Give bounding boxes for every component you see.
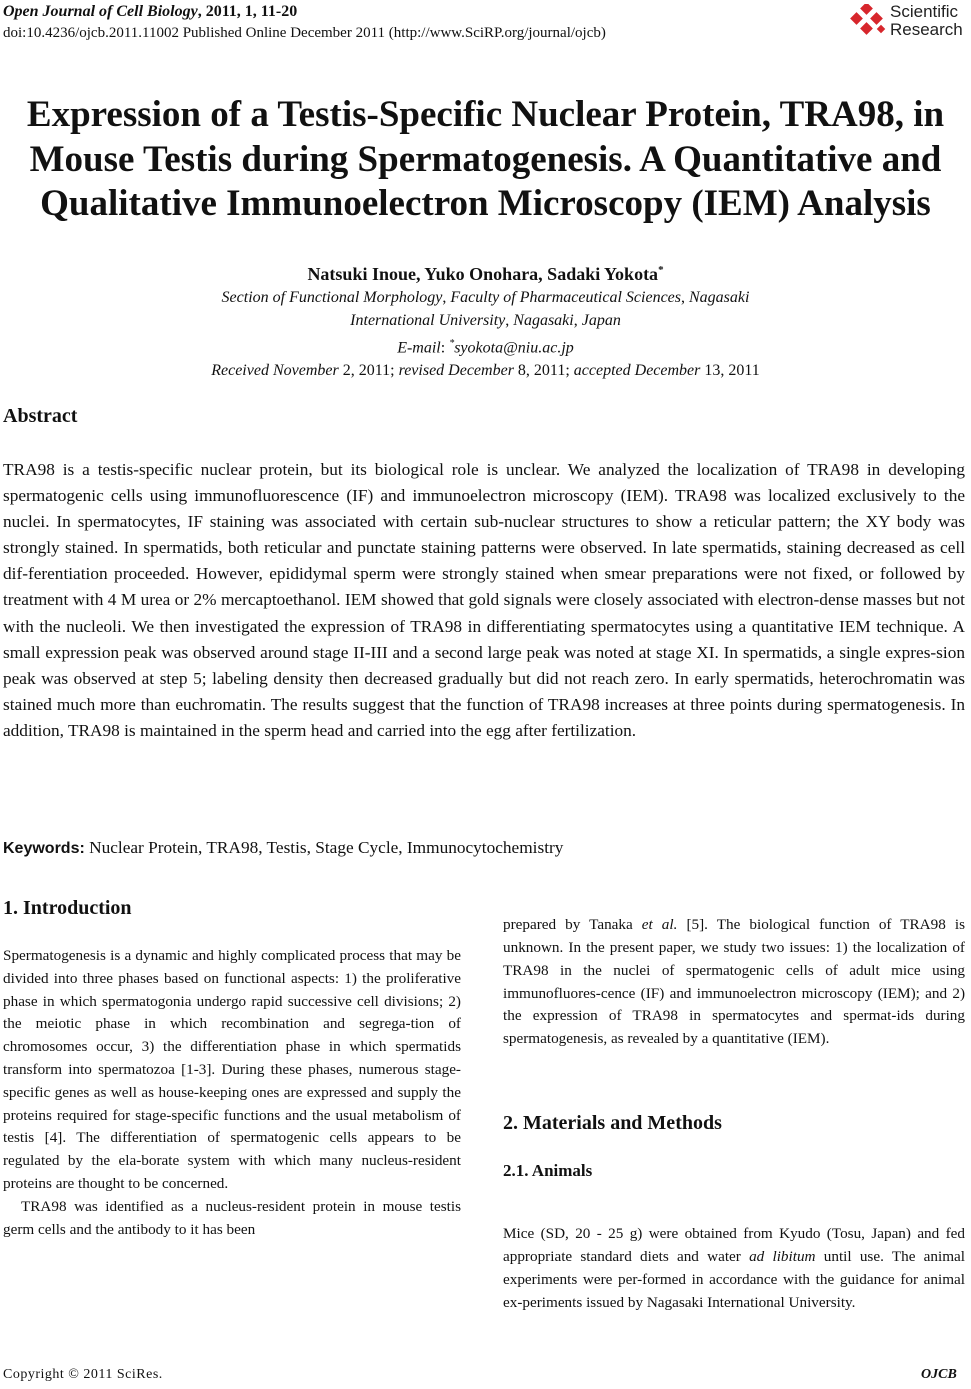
subsection-heading-animals: 2.1. Animals (503, 1161, 593, 1180)
journal-volume: , 2011, 1, 11-20 (197, 3, 298, 20)
keywords-line (3, 836, 563, 861)
keywords-value: Nuclear Protein, TRA98, Testis, Stage Cycle, Immunocytochemistry (89, 838, 564, 857)
keywords-label: Keywords: (3, 840, 85, 857)
journal-title: Open Journal of Cell Biology (3, 3, 198, 20)
right-column-intro-continued (503, 899, 965, 1066)
doi-line: doi:10.4236/ojcb.2011.11002 Published Online December 2011 (http://www.SciRP.org/journal/ojcb) (3, 25, 606, 41)
author-list: Natsuki Inoue, Yuko Onohara, Sadaki Yokota* (307, 264, 664, 284)
article-title (0, 93, 971, 227)
left-column-text (3, 945, 461, 1241)
journal-citation (3, 2, 297, 22)
corresponding-mark: * (658, 264, 664, 276)
title-line-2: Mouse Testis during Spermatogenesis. A Quantitative and (29, 138, 942, 180)
dates-line: Received November 2, 2011; revised December 8, 2011; accepted December 13, 2011 (211, 362, 760, 380)
logo-word-research: Research (890, 20, 963, 39)
logo-word-scientific: Scientific (890, 2, 959, 21)
affiliation-line-1: Section of Functional Morphology, Faculty of Pharmaceutical Sciences, Nagasaki (221, 289, 750, 306)
intro-paragraph-2: TRA98 was identified as a nucleus-resident protein in mouse testis germ cells and the antibody to it has been (3, 1197, 461, 1238)
footer-copyright: Copyright © 2011 SciRes. (3, 1367, 163, 1382)
affiliation-block (0, 286, 971, 382)
email-address[interactable]: syokota@niu.ac.jp (454, 339, 574, 357)
publisher-logo (848, 0, 970, 44)
abstract-text: TRA98 is a testis-specific nuclear protein, but its biological role is unclear. We analyzed the localization of TRA98 in developing spermatogenic cells using immunofluorescence (IF) and immunoelectron microscopy (IEM). TRA98 was localized exclusively to the nuclei. In spermatocytes, IF staining was associated with certain sub-nuclear structures to show a reticular pattern; the XY body was strongly stained. In spermatids, both reticular and punctate staining patterns were observed. In late spermatids, staining decreased as cell dif-ferentiation proceeded. However, epididymal sperm were strongly stained when smear preparations were not fixed, or followed by treatment with 4 M urea or 2% mercaptoethanol. IEM showed that gold signals were closely associated with electron-dense masses but not with the nucleoli. We then investigated the expression of TRA98 in differentiating spermatocytes using a quantitative IEM technique. A small expression peak was observed around stage II-III and a second large peak was noted at stage XI. In spermatids, a single expres-sion peak was observed at step 5; labeling density then decreased gradually but did not reach zero. In early spermatids, heterochromatin was stained much more than euchromatin. The results suggest that the function of TRA98 increases at three points during spermatogenesis. In addition, TRA98 is maintained in the sperm head and carried into the egg after fertilization. (3, 460, 965, 740)
abstract-heading: Abstract (3, 405, 78, 427)
intro-paragraph-3: prepared by Tanaka et al. [5]. The biological function of TRA98 is unknown. In the present paper, we study two issues: 1) the localization of TRA98 in the nuclei of spermatogenic cells of adult mice using immunofluores-cence (IF) and immunoelectron microscopy (IEM); and 2) the expression of TRA98 in spermatocytes and spermat-ids during spermatogenesis, as revealed by a quantitative (IEM). (503, 916, 965, 1048)
footer-journal-abbrev: OJCB (921, 1367, 957, 1382)
affiliation-line-2: International University, Nagasaki, Japan (350, 312, 621, 329)
section-heading-materials-methods: 2. Materials and Methods (503, 1112, 722, 1134)
email-line: E-mail: *syokota@niu.ac.jp (397, 338, 574, 357)
title-line-3: Qualitative Immunoelectron Microscopy (IEM) Analysis (40, 183, 931, 224)
methods-paragraph: Mice (SD, 20 - 25 g) were obtained from Kyudo (Tosu, Japan) and fed appropriate standard diets and water ad libitum until use. The animal experiments were per-formed in accordance with the guidance for animal ex-periments issued by Nagasaki International University. (503, 1225, 965, 1311)
scientific-research-logo-icon (848, 4, 886, 38)
section-heading-introduction: 1. Introduction (3, 897, 132, 919)
intro-paragraph-1: Spermatogenesis is a dynamic and highly complicated process that may be divided into three phases based on functional aspects: 1) the proliferative phase in which spermatogonia undergo rapid successive cell divisions; 2) the meiotic phase in which recombination and segrega-tion of chromosomes occur, 3) the differentiation phase in which spermatids transform into spermatozoa [1-3]. During these phases, numerous stage-specific genes as well as house-keeping ones are expressed and supply the proteins required for stage-specific functions and the usual metabolism of testis [4]. The differentiation of spermatogenic cells appears to be regulated by the ela-borate system with which many nucleus-resident proteins are thought to be concerned. (3, 947, 461, 1192)
title-line-1: Expression of a Testis-Specific Nuclear Protein, TRA98, in (26, 94, 945, 135)
